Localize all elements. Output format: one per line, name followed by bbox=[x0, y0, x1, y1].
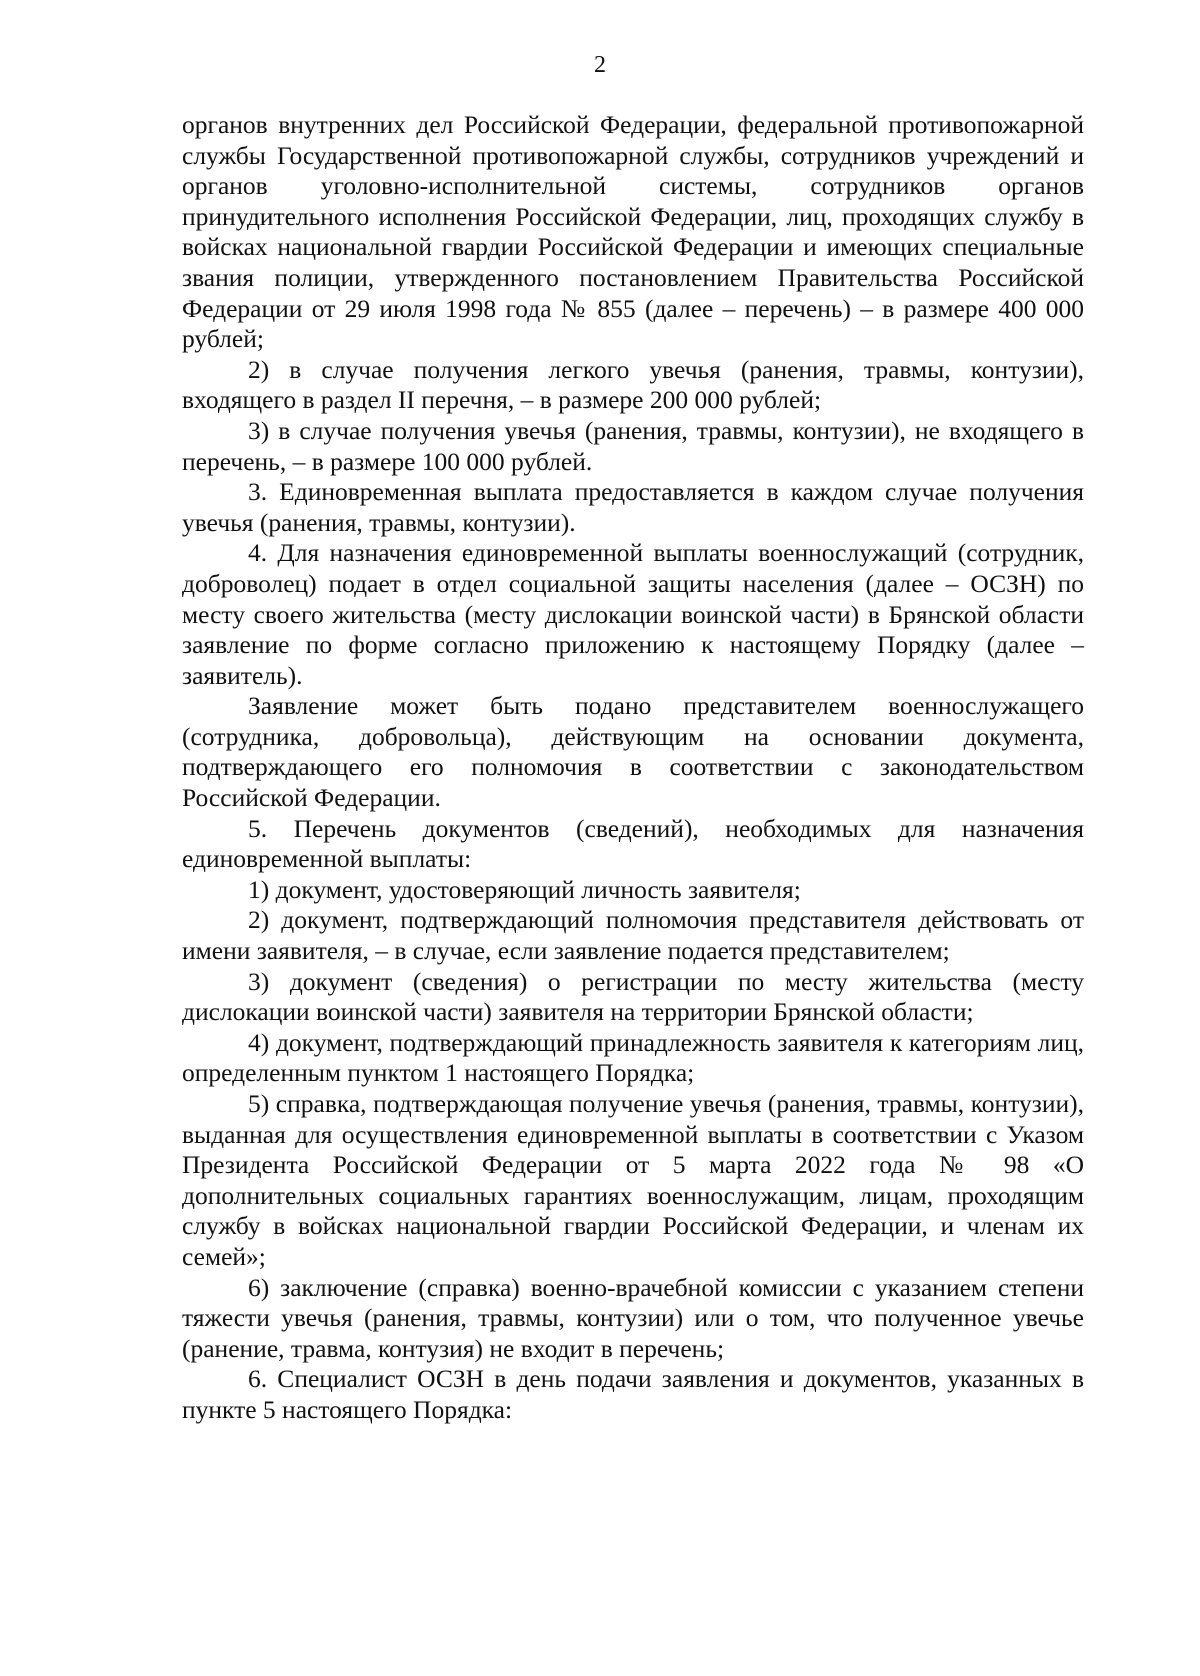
paragraph-representative: Заявление может быть подано представителем военнослужащего (сотрудника, добровольца), действующим на основании документа, подтверждающего его полномочия в соответствии с законодательством Российской Федерации. bbox=[182, 691, 1084, 813]
paragraph-document-5: 5) справка, подтверждающая получение увечья (ранения, травмы, контузии), выданная для осуществления единовременной выплаты в соответствии с Указом Президента Российской Федерации от 5 марта 2022 года № 98 «О дополнительных социальных гарантиях военнослужащим, лицам, проходящим службу в войсках национальной гвардии Российской Федерации, и членам их семей»; bbox=[182, 1089, 1084, 1271]
paragraph-document-6: 6) заключение (справка) военно-врачебной комиссии с указанием степени тяжести увечья (ранения, травмы, контузии) или о том, что полученное увечье (ранение, травма, контузия) не входит в перечень; bbox=[182, 1272, 1084, 1363]
paragraph-document-3: 3) документ (сведения) о регистрации по месту жительства (месту дислокации воинской части) заявителя на территории Брянской области; bbox=[182, 966, 1084, 1027]
paragraph-continuation: органов внутренних дел Российской Федерации, федеральной противопожарной службы Государственной противопожарной службы, сотрудников учреждений и органов уголовно-исполнительной системы, сотрудников органов принудительного исполнения Российской Федерации, лиц, проходящих службу в войсках национальной гвардии Российской Федерации и имеющих специальные звания полиции, утвержденного постановлением Правительства Российской Федерации от 29 июля 1998 года № 855 (далее – перечень) – в размере 400 000 рублей; bbox=[182, 110, 1084, 354]
paragraph-item-5: 5. Перечень документов (сведений), необходимых для назначения единовременной выплаты: bbox=[182, 813, 1084, 874]
paragraph-item-4: 4. Для назначения единовременной выплаты военнослужащий (сотрудник, доброволец) подает в отдел социальной защиты населения (далее – ОСЗН) по месту своего жительства (месту дислокации воинской части) в Брянской области заявление по форме согласно приложению к настоящему Порядку (далее – заявитель). bbox=[182, 538, 1084, 690]
page-number: 2 bbox=[594, 52, 606, 78]
paragraph-item-6: 6. Специалист ОСЗН в день подачи заявления и документов, указанных в пункте 5 настоящего Порядка: bbox=[182, 1364, 1084, 1424]
paragraph-document-1: 1) документ, удостоверяющий личность заявителя; bbox=[248, 874, 801, 904]
paragraph-document-2: 2) документ, подтверждающий полномочия представителя действовать от имени заявителя, – в случае, если заявление подается представителем; bbox=[182, 905, 1084, 966]
paragraph-subitem-2: 2) в случае получения легкого увечья (ранения, травмы, контузии), входящего в раздел II перечня, – в размере 200 000 рублей; bbox=[182, 354, 1084, 415]
paragraph-item-3: 3. Единовременная выплата предоставляется в каждом случае получения увечья (ранения, травмы, контузии). bbox=[182, 477, 1084, 537]
paragraph-subitem-3: 3) в случае получения увечья (ранения, травмы, контузии), не входящего в перечень, – в размере 100 000 рублей. bbox=[182, 415, 1084, 476]
paragraph-document-4: 4) документ, подтверждающий принадлежность заявителя к категориям лиц, определенным пунктом 1 настоящего Порядка; bbox=[182, 1027, 1084, 1088]
document-body bbox=[182, 110, 1084, 1426]
